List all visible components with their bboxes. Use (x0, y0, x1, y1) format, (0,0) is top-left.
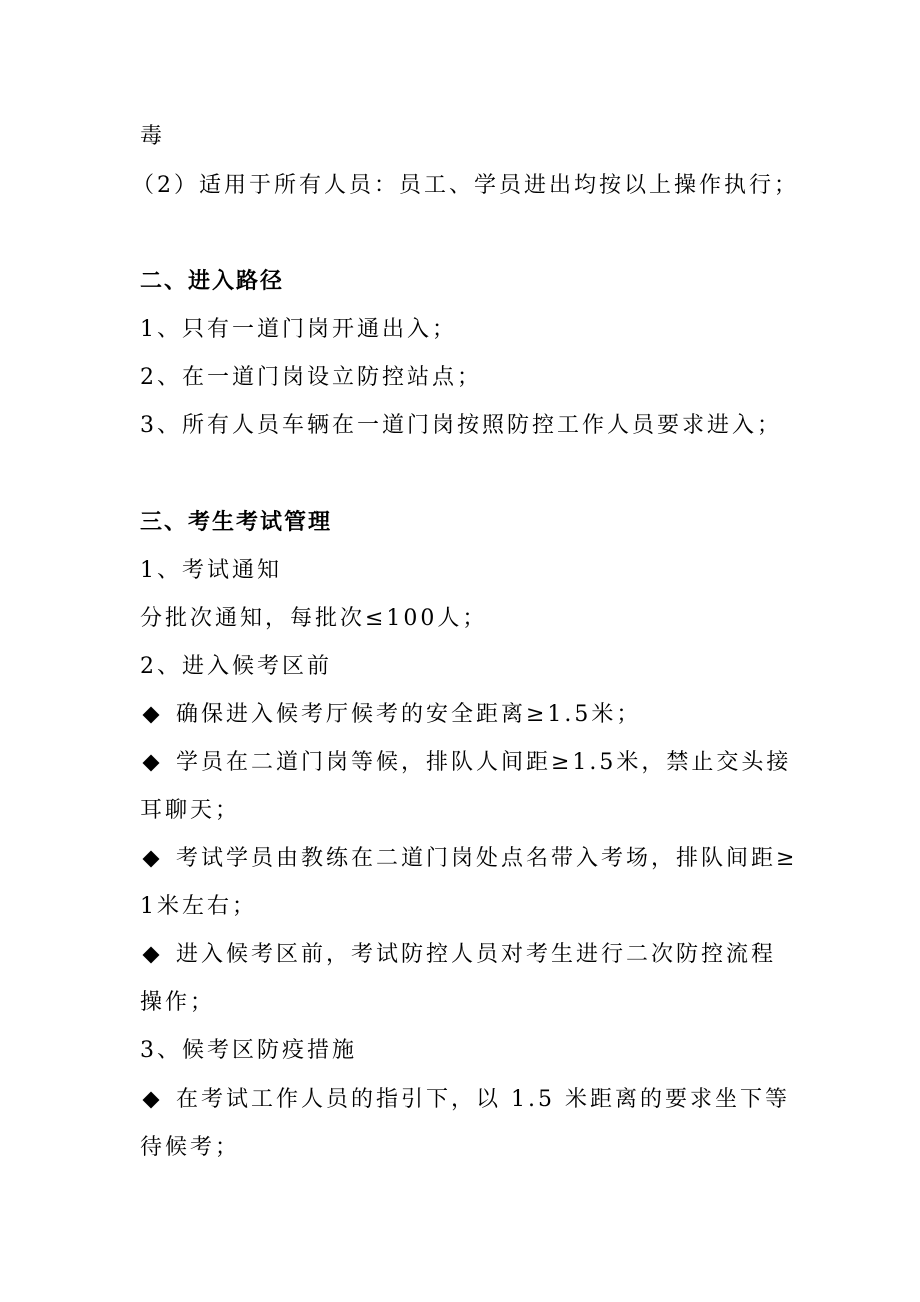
diamond-bullet-icon (143, 755, 160, 772)
bullet-item (140, 1085, 790, 1115)
text-line: （2）适用于所有人员：员工、学员进出均按以上操作执行； (132, 173, 799, 198)
section-heading: 三、考生考试管理 (140, 509, 333, 535)
bullet-text: 在考试工作人员的指引下，以 1.5 米距离的要求坐下等 (176, 1087, 790, 1112)
text-line: 3、所有人员车辆在一道门岗按照防控工作人员要求进入； (140, 413, 782, 438)
diamond-bullet-icon (143, 1092, 160, 1109)
diamond-bullet-icon (143, 851, 160, 868)
diamond-bullet-icon (143, 707, 160, 724)
text-line: 待候考； (140, 1135, 241, 1160)
text-line: 3、候考区防疫措施 (140, 1038, 357, 1063)
bullet-item (140, 748, 790, 778)
text-line: 耳聊天； (140, 798, 241, 823)
text-line: 2、在一道门岗设立防控站点； (140, 365, 482, 390)
bullet-text: 进入候考区前，考试防控人员对考生进行二次防控流程 (176, 942, 777, 967)
diamond-bullet-icon (143, 947, 160, 964)
text-line: 1、只有一道门岗开通出入； (140, 317, 457, 342)
text-line: 1、考试通知 (140, 558, 282, 583)
bullet-item (140, 700, 790, 730)
text-line: 操作； (140, 990, 216, 1015)
section-heading: 二、进入路径 (140, 268, 285, 294)
text-line: 分批次通知，每批次≤100人； (140, 606, 488, 631)
text-line: 2、进入候考区前 (140, 654, 332, 679)
bullet-text: 学员在二道门岗等候，排队人间距≥1.5米，禁止交头接 (176, 750, 792, 775)
bullet-text: 确保进入候考厅候考的安全距离≥1.5米； (176, 702, 642, 727)
text-line: 1米左右； (140, 894, 257, 919)
text-line: 毒 (140, 124, 166, 149)
bullet-item (140, 940, 790, 970)
bullet-text: 考试学员由教练在二道门岗处点名带入考场，排队间距≥ (176, 846, 798, 871)
bullet-item (140, 844, 798, 874)
